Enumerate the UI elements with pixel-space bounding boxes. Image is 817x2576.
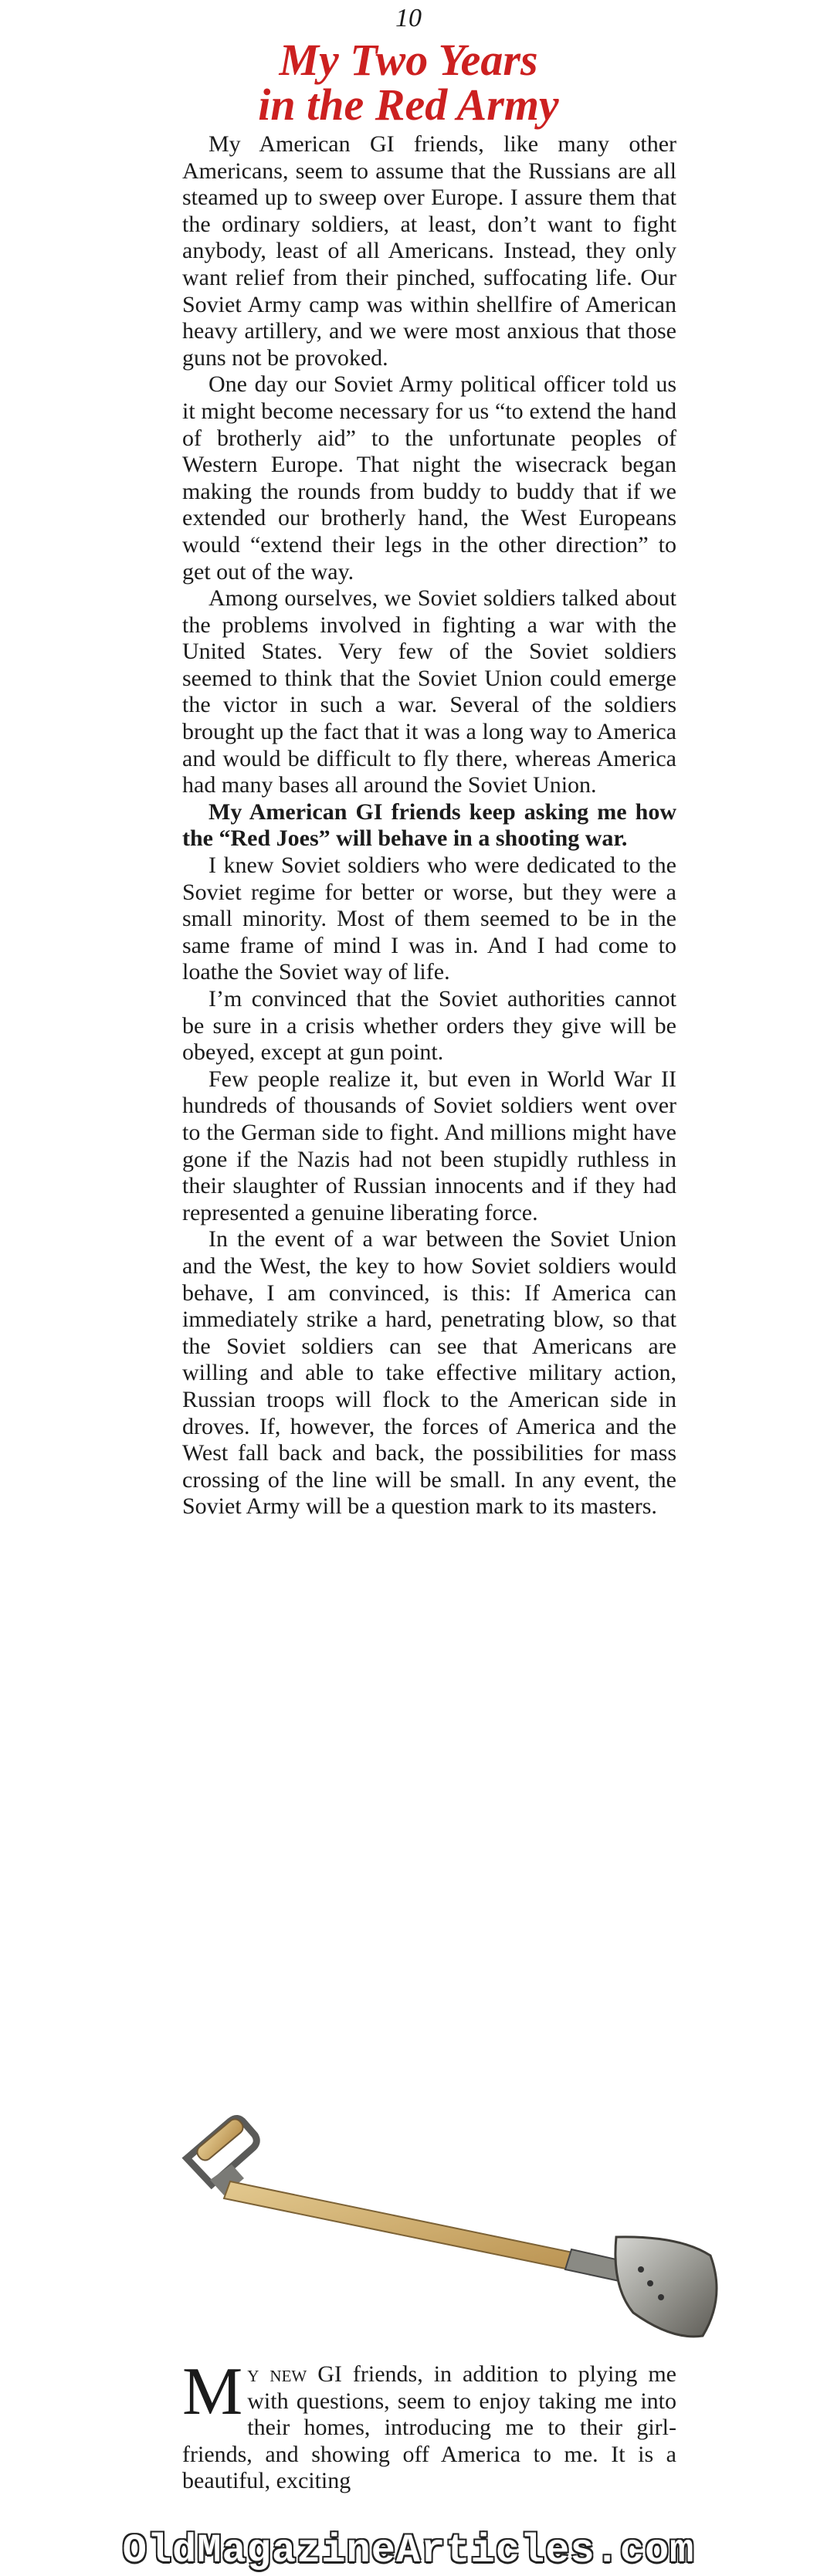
paragraph: I’m convinced that the Soviet authorities cannot be sure in a crisis whether orders they give will be obeyed, except at gun point.: [182, 986, 676, 1066]
army-shovel-image: [139, 2104, 726, 2344]
paragraph: Few people realize it, but even in World War II hundreds of thousands of Soviet soldiers went over to the German side to fight. And millions might have gone if the Nazis had not been stupidly ruthless in their slaughter of Russian innocents and if they had represented a genuine liberating force.: [182, 1066, 676, 1225]
continuation-body: GI friends, in addition to plying me with questions, seem to enjoy taking me into their homes, introducing me to their girl-friends, and showing off America to me. It is a beautiful, exciting: [182, 2361, 676, 2494]
page-number: 10: [395, 4, 422, 32]
paragraph-bold: [182, 799, 676, 852]
article-title-line-2: in the Red Army: [258, 80, 559, 130]
drop-cap: M: [182, 2354, 243, 2429]
paragraph: My American GI friends, like many other Americans, seem to assume that the Russians are all steamed up to sweep over Europe. I assure them that the ordinary soldiers, at least, don’t want to fight anybody, least of all Americans. Instead, they only want relief from their pinched, suffocating life. Our Soviet Army camp was within shellfire of American heavy artillery, and we were most anxious that those guns not be provoked.: [182, 131, 676, 371]
continuation-text: [182, 2354, 676, 2495]
paragraph: Among ourselves, we Soviet soldiers talked about the problems involved in fighting a war with the United States. Very few of the Soviet soldiers seemed to think that the Soviet Union could emerge the victor in such a war. Several of the soldiers brought up the fact that it was a long way to America and would be difficult to fly there, whereas America had many bases all around the Soviet Union.: [182, 585, 676, 798]
small-caps-lead: y new: [247, 2361, 307, 2387]
bold-paragraph-text: My American GI friends keep asking me how the “Red Joes” will behave in a shooting war.: [182, 798, 676, 852]
paragraph: I knew Soviet soldiers who were dedicated to the Soviet regime for better or worse, but they were a small minority. Most of them seemed to be in the same frame of mind I was in. And I had come to loathe the Soviet way of life.: [182, 852, 676, 985]
article-body: [182, 131, 676, 1520]
site-watermark: OldMagazineArticles.com: [122, 2527, 695, 2574]
paragraph: One day our Soviet Army political officer told us it might become necessary for us “to extend the hand of brotherly aid” to the unfortunate peoples of Western Europe. That night the wisecrack began making the rounds from buddy to buddy that if we extended our brotherly hand, the West Europeans would “extend their legs in the other direction” to get out of the way.: [182, 371, 676, 585]
paragraph: In the event of a war between the Soviet Union and the West, the key to how Soviet soldiers would behave, I am convinced, is this: If America can immediately strike a hard, penetrating blow, so that the Soviet soldiers can see that Americans are willing and able to take effective military action, Russian troops will flock to the American side in droves. If, however, the forces of America and the West fall back and back, the possibilities for mass crossing of the line will be small. In any event, the Soviet Army will be a question mark to its masters.: [182, 1226, 676, 1520]
article-title-line-1: My Two Years: [279, 35, 538, 85]
